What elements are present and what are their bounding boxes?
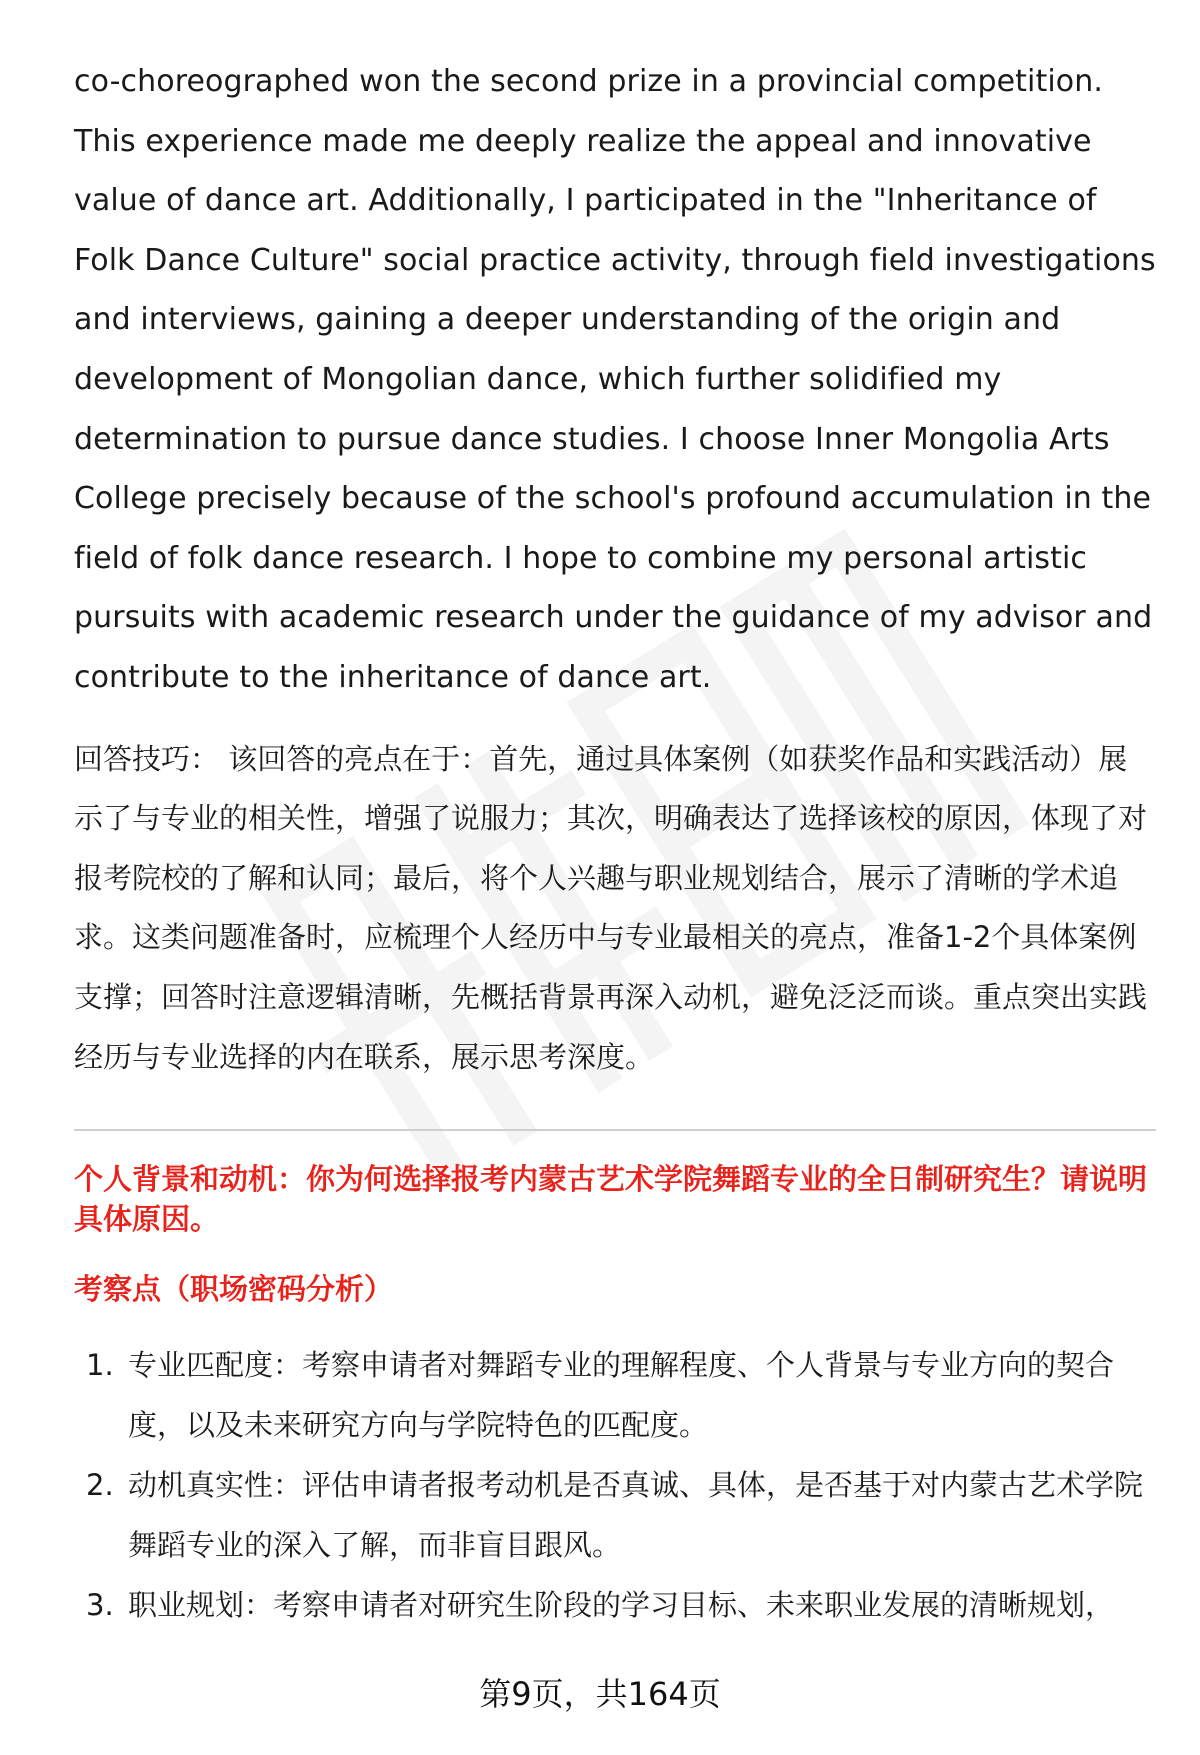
list-item bbox=[74, 1575, 1156, 1635]
assessment-points-list bbox=[74, 1335, 1156, 1635]
list-item-text: 专业匹配度：考察申请者对舞蹈专业的理解程度、个人背景与专业方向的契合度，以及未来研究方向与学院特色的匹配度。 bbox=[128, 1348, 1115, 1443]
list-item bbox=[74, 1335, 1156, 1455]
page-number-footer: 第9页，共164页 bbox=[479, 1675, 721, 1713]
english-paragraph: co-choreographed won the second prize in a provincial competition. This experience made me deeply realize the appeal and innovative value of dance art. Additionally, I participated in the "Inheritance of Folk Dance Culture" social practice activity, through field investigations and interviews, gaining a deeper understanding of the origin and development of Mongolian dance, which further solidified my determination to pursue dance studies. I choose Inner Mongolia Arts College precisely because of the school's profound accumulation in the field of folk dance research. I hope to combine my personal artistic pursuits with academic research under the guidance of my advisor and contribute to the inheritance of dance art. bbox=[74, 64, 1156, 695]
assessment-points-heading: 考察点（职场密码分析） bbox=[74, 1272, 394, 1307]
answer-tips-paragraph bbox=[74, 730, 1156, 1088]
list-item-text: 动机真实性：评估申请者报考动机是否真诚、具体，是否基于对内蒙古艺术学院舞蹈专业的深入了解，而非盲目跟风。 bbox=[128, 1468, 1144, 1563]
list-number: 2. bbox=[86, 1468, 114, 1503]
list-item-text: 职业规划：考察申请者对研究生阶段的学习目标、未来职业发展的清晰规划， bbox=[128, 1588, 1115, 1623]
question-heading: 个人背景和动机：你为何选择报考内蒙古艺术学院舞蹈专业的全日制研究生？请说明具体原因。 bbox=[74, 1162, 1148, 1237]
tips-label: 回答技巧： bbox=[74, 741, 220, 776]
list-number: 3. bbox=[86, 1588, 114, 1623]
section-divider bbox=[74, 1129, 1156, 1131]
document-page bbox=[74, 52, 1156, 1635]
tips-text: 该回答的亮点在于：首先，通过具体案例（如获奖作品和实践活动）展示了与专业的相关性，增强了说服力；其次，明确表达了选择该校的原因，体现了对报考院校的了解和认同；最后，将个人兴趣与职业规划结合，展示了清晰的学术追求。这类问题准备时，应梳理个人经历中与专业最相关的亮点，准备1-2个具体案例支撑；回答时注意逻辑清晰，先概括背景再深入动机，避免泛泛而谈。重点突出实践经历与专业选择的内在联系，展示思考深度。 bbox=[74, 741, 1148, 1074]
list-number: 1. bbox=[86, 1348, 114, 1383]
list-item bbox=[74, 1455, 1156, 1575]
